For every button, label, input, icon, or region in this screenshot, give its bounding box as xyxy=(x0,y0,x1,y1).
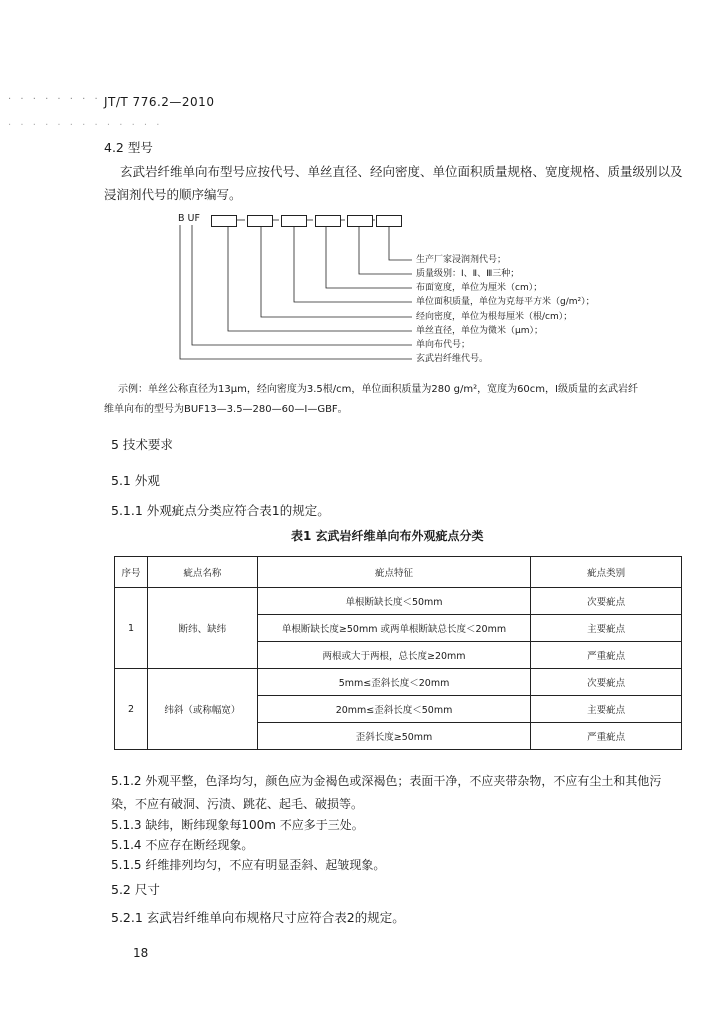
cell-no: 1 xyxy=(115,588,148,669)
example-line1: 示例：单丝公称直径为13μm，经向密度为3.5根/cm，单位面积质量为280 g/m²，宽度为60cm，Ⅰ级质量的玄武岩纤 xyxy=(118,384,638,395)
section-5-1-heading: 5.1 外观 xyxy=(111,473,160,488)
legend-unidirectional-code: 单向布代号； xyxy=(416,340,471,350)
cell-category: 次要疵点 xyxy=(531,669,682,696)
example-line2: 维单向布的型号为BUF13—3.5—280—60—Ⅰ—GBF。 xyxy=(104,404,348,415)
section-5-1-1-text: 5.1.1 外观疵点分类应符合表1的规定。 xyxy=(111,503,330,518)
cell-feature: 20mm≤歪斜长度＜50mm xyxy=(257,696,531,723)
section-4-2-para-line1: 玄武岩纤维单向布型号应按代号、单丝直径、经向密度、单位面积质量规格、宽度规格、质量级别以及 xyxy=(120,164,683,179)
legend-basalt-fiber-code: 玄武岩纤维代号。 xyxy=(416,354,489,364)
section-4-2-para-line2: 浸润剂代号的顺序编写。 xyxy=(104,187,242,202)
col-header-defect-name: 疵点名称 xyxy=(147,557,257,588)
clause-5-1-4: 5.1.4 不应存在断经现象。 xyxy=(111,838,254,852)
col-header-defect-category: 疵点类别 xyxy=(531,557,682,588)
legend-filament-diameter: 单丝直径，单位为微米（μm）； xyxy=(416,326,543,336)
cell-category: 次要疵点 xyxy=(531,588,682,615)
cell-category: 严重疵点 xyxy=(531,723,682,750)
table-row xyxy=(115,588,682,615)
cell-feature: 单根断缺长度≥50mm 或两单根断缺总长度＜20mm xyxy=(257,615,531,642)
cell-category: 严重疵点 xyxy=(531,642,682,669)
clause-5-1-2-line1: 5.1.2 外观平整，色泽均匀，颜色应为金褐色或深褐色；表面干净，不应夹带杂物，不应有尘土和其他污 xyxy=(111,774,662,788)
scan-noise: · · · · · · · · · · · · · xyxy=(8,120,163,131)
clause-5-1-5: 5.1.5 纤维排列均匀，不应有明显歪斜、起皱现象。 xyxy=(111,858,386,872)
table1 xyxy=(114,556,682,750)
legend-warp-density: 经向密度，单位为根每厘米（根/cm）； xyxy=(416,312,573,322)
legend-sizing-code: 生产厂家浸润剂代号； xyxy=(416,255,507,265)
col-header-defect-feature: 疵点特征 xyxy=(257,557,531,588)
standard-number: JT/T 776.2—2010 xyxy=(104,95,215,109)
col-header-no: 序号 xyxy=(115,557,148,588)
scan-noise: · · · · · · · · xyxy=(8,94,101,105)
cell-category: 主要疵点 xyxy=(531,696,682,723)
section-5-2-heading: 5.2 尺寸 xyxy=(111,882,160,897)
cell-feature: 歪斜长度≥50mm xyxy=(257,723,531,750)
legend-area-mass: 单位面积质量，单位为克每平方米（g/m²）； xyxy=(416,297,595,307)
cell-no: 2 xyxy=(115,669,148,750)
table-row xyxy=(115,669,682,696)
section-5-2-1-text: 5.2.1 玄武岩纤维单向布规格尺寸应符合表2的规定。 xyxy=(111,910,405,925)
designation-prefix: B UF xyxy=(178,213,200,224)
cell-defect-name: 断纬、缺纬 xyxy=(147,588,257,669)
cell-category: 主要疵点 xyxy=(531,615,682,642)
cell-feature: 单根断缺长度＜50mm xyxy=(257,588,531,615)
cell-feature: 两根或大于两根，总长度≥20mm xyxy=(257,642,531,669)
legend-width: 布面宽度，单位为厘米（cm）； xyxy=(416,283,543,293)
section-4-2-heading: 4.2 型号 xyxy=(104,140,153,155)
cell-defect-name: 纬斜（或称幅宽） xyxy=(147,669,257,750)
cell-feature: 5mm≤歪斜长度＜20mm xyxy=(257,669,531,696)
table1-caption: 表1 玄武岩纤维单向布外观疵点分类 xyxy=(291,529,484,543)
clause-5-1-3: 5.1.3 缺纬，断纬现象每100m 不应多于三处。 xyxy=(111,818,364,832)
page-number: 18 xyxy=(133,946,149,960)
table-header-row xyxy=(115,557,682,588)
clause-5-1-2-line2: 染，不应有破洞、污渍、跳花、起毛、破损等。 xyxy=(111,797,364,811)
section-5-heading: 5 技术要求 xyxy=(111,437,173,452)
legend-quality-grade: 质量级别：Ⅰ、Ⅱ、Ⅲ三种； xyxy=(416,269,520,279)
designation-leader-lines xyxy=(0,0,724,400)
